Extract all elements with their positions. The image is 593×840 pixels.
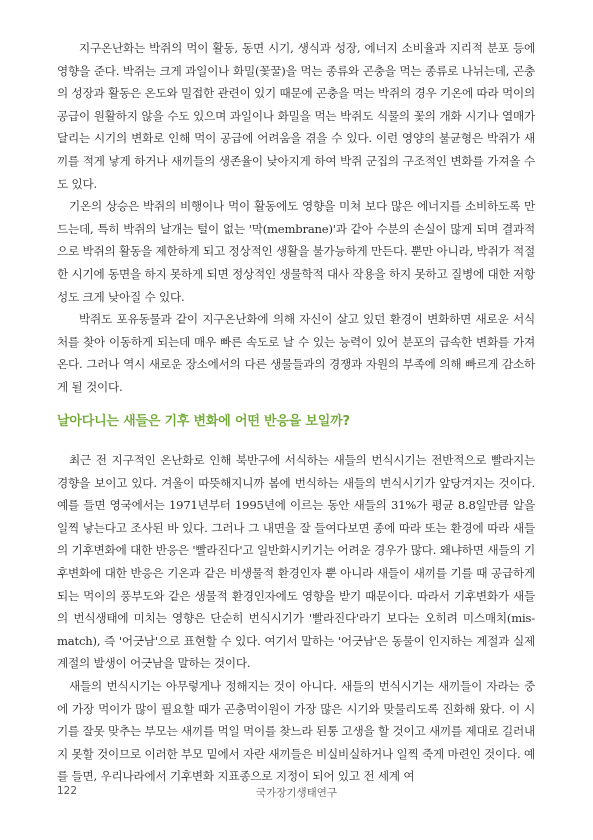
- paragraph: 새들의 번식시기는 아무렇게나 정해지는 것이 아니다. 새들의 번식시기는 새끼들이 자라는 중에 가장 먹이가 많이 필요할 때가 곤충먹이원이 가장 많은 시기와 맞물리도록 진화해 왔다. 이 시기를 잘못 맞추는 부모는 새끼를 먹일 먹이를 찾느라 된통 고생을 할 것이고 새끼를 제대로 길러내지 못할 것이므로 이러한 부모 밑에서 자란 새끼들은 비실비실하거나 일찍 죽게 마련인 것이다. 예를 들면, 우리나라에서 기후변화 지표종으로 지정이 되어 있고 전 세계 여: [57, 678, 535, 784]
- body-text-top: [57, 37, 535, 399]
- body-text-bottom: [57, 449, 535, 788]
- paragraph: 최근 전 지구적인 온난화로 인해 북반구에 서식하는 새들의 번식시기는 전반적으로 빨라지는 경향을 보이고 있다. 겨울이 따뜻해지니까 봄에 번식하는 새들의 번식시기가 앞당겨지는 것이다. 예를 들면 영국에서는 1971년부터 1995년에 이르는 동안 새들의 31%가 평균 8.8일만큼 알을 일찍 낳는다고 조사된 바 있다. 그러나 그 내면을 잘 들여다보면 종에 따라 또는 환경에 따라 새들의 기후변화에 대한 반응은 '빨라진다'고 일반화시키기는 어려운 경우가 많다. 왜냐하면 새들의 기후변화에 대한 반응은 기온과 같은 비생물적 환경인자 뿐 아니라 새들이 새끼를 기를 때 공급하게 되는 먹이의 풍부도와 같은 생물적 환경인자에도 영향을 받기 때문이다. 따라서 기후변화가 새들의 번식생태에 미치는 영향은 단순히 번식시기가 '빨라진다'라기 보다는 오히려 미스매치(mis-match), 즉 '어긋남'으로 표현할 수 있다. 여기서 말하는 '어긋남'은 동물이 인지하는 계절과 실제 계절의 발생이 어긋남을 말하는 것이다.: [57, 453, 535, 671]
- paragraph: 지구온난화는 박쥐의 먹이 활동, 동면 시기, 생식과 성장, 에너지 소비율과 지리적 분포 등에 영향을 준다. 박쥐는 크게 과일이나 화밀(꽃꿀)을 먹는 종류와 곤충을 먹는 종류로 나뉘는데, 곤충의 성장과 활동은 온도와 밀접한 관련이 있기 때문에 곤충을 먹는 박쥐의 경우 기온에 따라 먹이의 공급이 원활하지 않을 수도 있으며 과일이나 화밀을 먹는 박쥐도 식물의 꽃의 개화 시기나 열매가 달리는 시기의 변화로 인해 먹이 공급에 어려움을 겪을 수 있다. 이런 영양의 불균형은 박쥐가 새끼를 적게 낳게 하거나 새끼들의 생존율이 낮아지게 하여 박쥐 군집의 구조적인 변화를 가져올 수도 있다.: [57, 41, 535, 191]
- section-heading: 날아다니는 새들은 기후 변화에 어떤 반응을 보일까?: [57, 414, 350, 429]
- page-number: 122: [57, 785, 78, 797]
- paragraph: 기온의 상승은 박쥐의 비행이나 먹이 활동에도 영향을 미쳐 보다 많은 에너지를 소비하도록 만드는데, 특히 박쥐의 날개는 털이 없는 '막(membrane)'과 같아 수분의 손실이 많게 되며 결과적으로 박쥐의 활동을 제한하게 되고 정상적인 생활을 불가능하게 만든다. 뿐만 아니라, 박쥐가 적절한 시기에 동면을 하지 못하게 되면 정상적인 생물학적 대사 작용을 하지 못하고 질병에 대한 저항성도 크게 낮아질 수 있다.: [57, 199, 535, 304]
- paragraph: 박쥐도 포유동물과 같이 지구온난화에 의해 자신이 살고 있던 환경이 변화하면 새로운 서식처를 찾아 이동하게 되는데 매우 빠른 속도로 날 수 있는 능력이 있어 분포의 급속한 변화를 가져온다. 그러나 역시 새로운 장소에서의 다른 생물들과의 경쟁과 자원의 부족에 의해 빠르게 감소하게 될 것이다.: [57, 312, 535, 394]
- footer-title: 국가장기생태연구: [255, 787, 338, 799]
